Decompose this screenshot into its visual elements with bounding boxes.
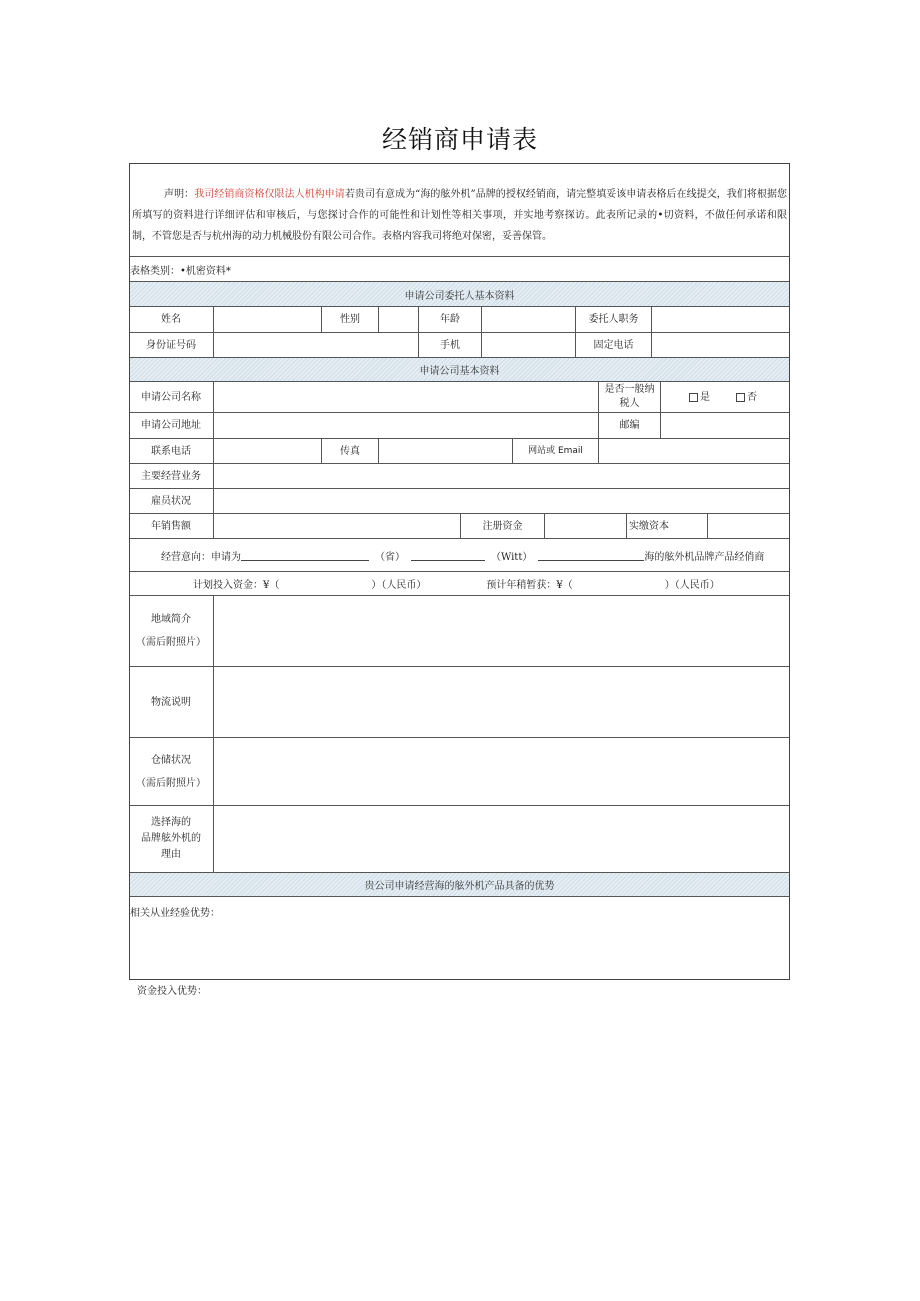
taxpayer-no-label: 否 xyxy=(747,391,757,403)
intent-city-label: （Witt） xyxy=(491,551,533,563)
declaration xyxy=(130,164,789,256)
region-intro-label xyxy=(129,595,213,666)
taxpayer-yes-label: 是 xyxy=(700,391,710,403)
registered-capital-label: 注册资金 xyxy=(460,513,544,538)
taxpayer-label-line1: 是否一般纳 xyxy=(604,384,655,395)
age-label: 年龄 xyxy=(418,306,481,332)
reason-line1: 选择海的 xyxy=(151,817,191,828)
taxpayer-yes-option[interactable] xyxy=(689,390,710,405)
address-label: 申请公司地址 xyxy=(129,412,213,438)
region-intro-input[interactable] xyxy=(213,595,789,666)
intent-blank-3[interactable] xyxy=(538,549,644,561)
business-intent-row xyxy=(130,538,789,571)
registered-capital-input[interactable] xyxy=(544,513,626,538)
logistics-input[interactable] xyxy=(213,666,789,737)
reason-line3: 理由 xyxy=(161,849,181,860)
logistics-label: 物流说明 xyxy=(129,666,213,737)
plan-invest-label: 计划投入资金：¥（ xyxy=(193,580,280,591)
position-label: 委托人职务 xyxy=(575,306,651,332)
position-input[interactable] xyxy=(651,306,789,332)
reason-line2: 品牌舷外机的 xyxy=(141,833,201,844)
paid-capital-label: 实缴资本 xyxy=(626,513,707,538)
taxpayer-options xyxy=(660,381,789,412)
expected-profit-currency: ）（人民币） xyxy=(664,580,720,591)
staff-input[interactable] xyxy=(213,488,789,513)
form-category-text: 表格类别：•机密资料* xyxy=(130,265,231,277)
name-input[interactable] xyxy=(213,306,321,332)
company-name-input[interactable] xyxy=(213,381,598,412)
region-intro-text: 地域简介 xyxy=(151,614,191,625)
storage-photo-note: （需后附照片） xyxy=(136,777,206,789)
staff-label: 雇员状况 xyxy=(129,488,213,513)
experience-label: 相关从业经验优势： xyxy=(130,908,220,919)
expected-profit-label: 预计年稍暂获：¥（ xyxy=(486,580,573,591)
declaration-prefix: 声明： xyxy=(164,189,195,200)
taxpayer-no-option[interactable] xyxy=(736,390,757,405)
page-title: 经销商申请表 xyxy=(381,125,538,154)
mobile-input[interactable] xyxy=(481,332,575,357)
paid-capital-input[interactable] xyxy=(707,513,789,538)
reason-label xyxy=(129,805,213,872)
id-number-label: 身份证号码 xyxy=(129,332,213,357)
main-business-input[interactable] xyxy=(213,463,789,488)
age-input[interactable] xyxy=(481,306,575,332)
application-form xyxy=(129,163,790,980)
storage-label xyxy=(129,737,213,805)
website-input[interactable] xyxy=(598,438,789,463)
website-label: 网站或 Email xyxy=(512,438,598,463)
reason-input[interactable] xyxy=(213,805,789,872)
intent-prefix: 经营意向：申请为 xyxy=(161,551,241,563)
intent-blank-1[interactable] xyxy=(241,549,369,561)
landline-label: 固定电话 xyxy=(575,332,651,357)
storage-input[interactable] xyxy=(213,737,789,805)
mobile-label: 手机 xyxy=(418,332,481,357)
intent-suffix: 海的舷外机品牌产品经俏商 xyxy=(644,551,765,563)
id-number-input[interactable] xyxy=(213,332,418,357)
postcode-input[interactable] xyxy=(660,412,789,438)
declaration-highlight: 我司经销商资格仅限法人机构申请 xyxy=(194,189,345,200)
fax-input[interactable] xyxy=(378,438,512,463)
experience-area[interactable] xyxy=(130,896,789,980)
checkbox-icon xyxy=(689,393,698,402)
annual-sales-label: 年销售额 xyxy=(129,513,213,538)
intent-blank-2[interactable] xyxy=(411,549,485,561)
section-header-contact: 申请公司委托人基本资料 xyxy=(130,281,789,306)
company-name-label: 申请公司名称 xyxy=(129,381,213,412)
taxpayer-label-line2: 税人 xyxy=(619,398,640,409)
phone-label: 联系电话 xyxy=(129,438,213,463)
postcode-label: 邮编 xyxy=(598,412,660,438)
name-label: 姓名 xyxy=(129,306,213,332)
section-header-company: 申请公司基本资料 xyxy=(130,357,789,381)
taxpayer-label xyxy=(598,381,660,412)
investment-row xyxy=(130,571,789,595)
address-input[interactable] xyxy=(213,412,598,438)
main-business-label: 主要经营业务 xyxy=(129,463,213,488)
section-header-advantages: 贵公司申请经营海的舷外机产品具备的优势 xyxy=(130,872,789,896)
gender-label: 性别 xyxy=(321,306,378,332)
capital-advantage-label: 资金投入优势： xyxy=(137,986,207,997)
storage-text: 仓储状况 xyxy=(151,754,191,766)
plan-invest-currency: ）（人民币） xyxy=(371,580,427,591)
region-photo-note: （需后附照片） xyxy=(136,637,206,648)
gender-input[interactable] xyxy=(378,306,418,332)
annual-sales-input[interactable] xyxy=(213,513,460,538)
landline-input[interactable] xyxy=(651,332,789,357)
form-category xyxy=(130,256,789,281)
intent-province-label: （省） xyxy=(375,551,405,563)
declaration-body: 若贵司有意成为“海的舷外机”品牌的授权经销商，请完整填妥该申请表格后在线提交，我们将根据您所填写的资料进行详细评估和审核后，与您探讨合作的可能性和计划性等相关事项，并实地考察探访。此表所记录的•切资料，不做任何承诺和限制，不管您是否与杭州海的动力机械股份有限公司合作。表格内容我司将绝对保密，妥善保管。 xyxy=(132,189,788,242)
phone-input[interactable] xyxy=(213,438,321,463)
fax-label: 传真 xyxy=(321,438,378,463)
checkbox-icon xyxy=(736,393,745,402)
